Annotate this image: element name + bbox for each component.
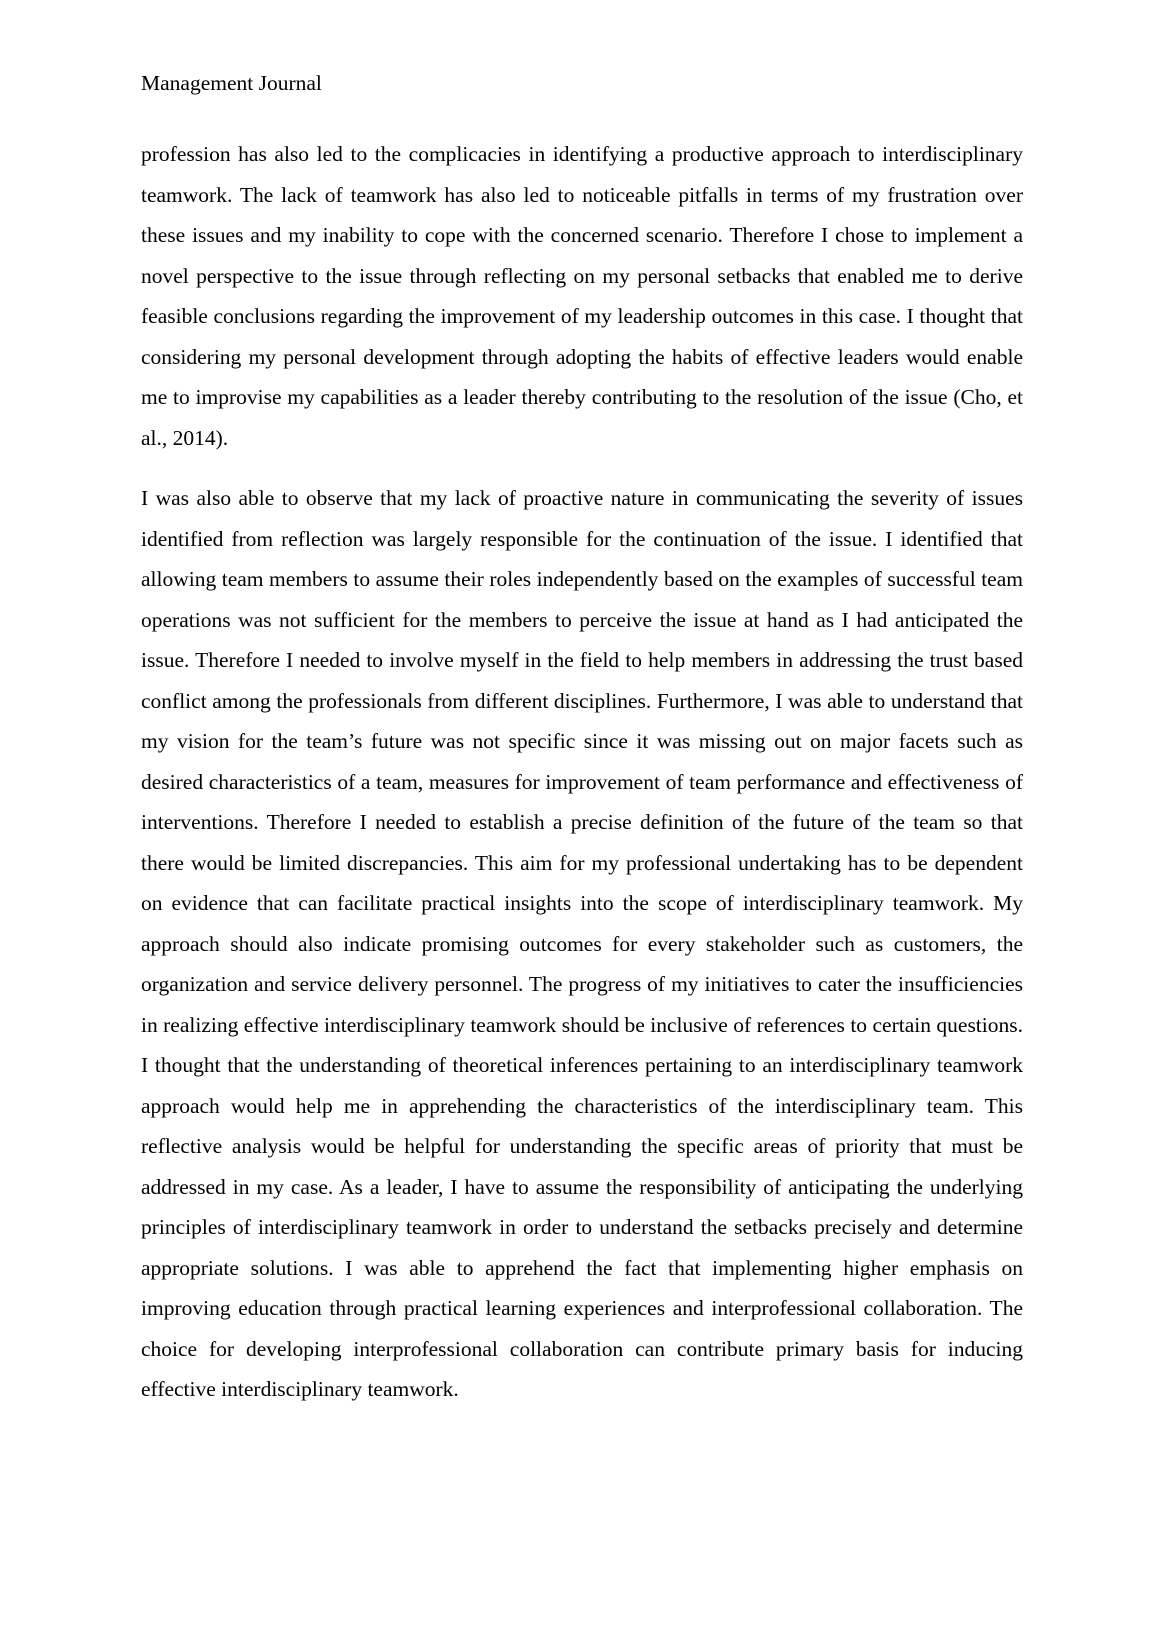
paragraph-1: profession has also led to the complicacies in identifying a productive approach to interdisciplinary teamwork. The lack of teamwork has also led to noticeable pitfalls in terms of my frustration over these issues and my inability to cope with the concerned scenario. Therefore I chose to implement a novel perspective to the issue through reflecting on my personal setbacks that enabled me to derive feasible conclusions regarding the improvement of my leadership outcomes in this case. I thought that considering my personal development through adopting the habits of effective leaders would enable me to improvise my capabilities as a leader thereby contributing to the resolution of the issue (Cho, et al., 2014). [141, 142, 1023, 450]
running-header: Management Journal [141, 71, 322, 95]
body-text [141, 134, 1023, 1410]
paragraph-2: I was also able to observe that my lack of proactive nature in communicating the severity of issues identified from reflection was largely responsible for the continuation of the issue. I identified that allowing team members to assume their roles independently based on the examples of successful team operations was not sufficient for the members to perceive the issue at hand as I had anticipated the issue. Therefore I needed to involve myself in the field to help members in addressing the trust based conflict among the professionals from different disciplines. Furthermore, I was able to understand that my vision for the team’s future was not specific since it was missing out on major facets such as desired characteristics of a team, measures for improvement of team performance and effectiveness of interventions. Therefore I needed to establish a precise definition of the future of the team so that there would be limited discrepancies. This aim for my professional undertaking has to be dependent on evidence that can facilitate practical insights into the scope of interdisciplinary teamwork. My approach should also indicate promising outcomes for every stakeholder such as customers, the organization and service delivery personnel. The progress of my initiatives to cater the insufficiencies in realizing effective interdisciplinary teamwork should be inclusive of references to certain questions. I thought that the understanding of theoretical inferences pertaining to an interdisciplinary teamwork approach would help me in apprehending the characteristics of the interdisciplinary team. This reflective analysis would be helpful for understanding the specific areas of priority that must be addressed in my case. As a leader, I have to assume the responsibility of anticipating the underlying principles of interdisciplinary teamwork in order to understand the setbacks precisely and determine appropriate solutions. I was able to apprehend the fact that implementing higher emphasis on improving education through practical learning experiences and interprofessional collaboration. The choice for developing interprofessional collaboration can contribute primary basis for inducing effective interdisciplinary teamwork. [141, 486, 1023, 1401]
